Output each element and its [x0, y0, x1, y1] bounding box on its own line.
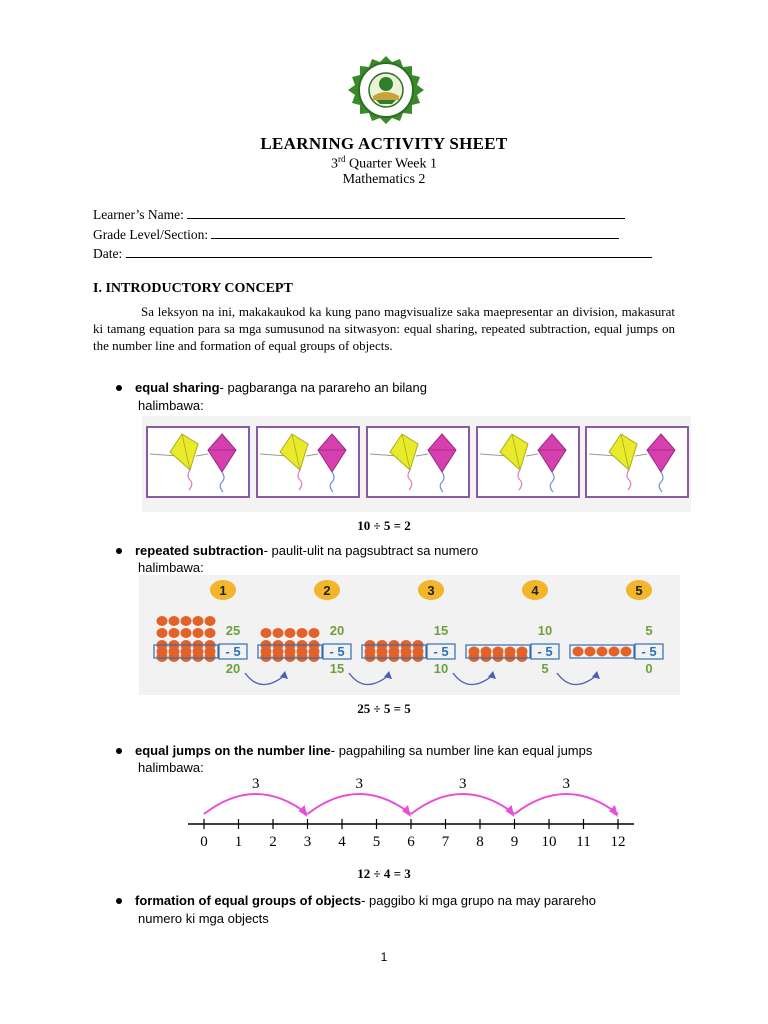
jump-arc — [515, 794, 619, 814]
kite-pink-icon — [318, 434, 346, 472]
start-value: 25 — [225, 623, 241, 638]
jump-label: 3 — [252, 776, 260, 792]
counter-icon — [205, 647, 216, 657]
counter-icon — [261, 628, 272, 638]
tick-label: 5 — [372, 834, 381, 850]
grade-section-field[interactable] — [93, 226, 619, 243]
counter-icon — [505, 647, 516, 657]
arrow-icon — [557, 673, 597, 685]
kite-tail — [550, 472, 554, 492]
tick-label: 4 — [338, 834, 346, 850]
kite-box — [146, 426, 250, 498]
desc: - paulit-ulit na pagsubtract sa numero — [263, 543, 479, 558]
tick-label: 10 — [541, 834, 557, 850]
minus-five: - 5 — [225, 644, 241, 659]
kite-pink-icon — [647, 434, 675, 472]
kite-string — [306, 454, 318, 456]
kite-tail — [440, 472, 444, 492]
subtraction-figure — [139, 575, 680, 695]
counter-icon — [469, 647, 480, 657]
result-value: 10 — [433, 661, 449, 676]
jump-label: 3 — [562, 776, 570, 792]
kite-box — [256, 426, 360, 498]
learner-name-field[interactable] — [93, 206, 625, 223]
counter-icon — [585, 647, 596, 657]
counter-icon — [193, 628, 204, 638]
counter-icon — [377, 647, 388, 657]
desc: - paggibo ki mga grupo na may parareho — [361, 893, 596, 908]
counter-icon — [389, 647, 400, 657]
arrow-icon — [245, 673, 285, 685]
jump-arrowhead-icon — [402, 805, 411, 817]
kite-yellow-icon — [609, 434, 637, 470]
kite-string — [526, 454, 538, 456]
equation-3: 12 ÷ 4 = 3 — [357, 866, 411, 881]
bullet-dot — [116, 748, 122, 754]
counter-icon — [365, 647, 376, 657]
counter-icon — [273, 628, 284, 638]
date-field[interactable] — [93, 245, 652, 262]
counter-icon — [493, 647, 504, 657]
counter-icon — [621, 647, 632, 657]
kite-tail — [518, 470, 522, 490]
counter-icon — [169, 647, 180, 657]
bullet-dot — [116, 385, 122, 391]
start-value: 20 — [329, 623, 345, 638]
counter-icon — [573, 647, 584, 657]
term: formation of equal groups of objects — [135, 893, 362, 908]
kite-tail — [188, 470, 192, 490]
kite-box — [476, 426, 580, 498]
kite-tail — [659, 472, 663, 492]
tick-label: 8 — [476, 834, 484, 850]
kite-box — [366, 426, 470, 498]
counter-icon — [597, 647, 608, 657]
counter-icon — [181, 616, 192, 626]
desc: - pagpahiling sa number line kan equal jumps — [330, 743, 593, 758]
kite-pink-icon — [428, 434, 456, 472]
step-number: 1 — [219, 583, 227, 598]
counter-icon — [481, 647, 492, 657]
intro-text: Sa leksyon na ini, makakaukod ka kung pano magvisualize saka maepresentar an division, makasurat ki tamang equation para sa mga sumusunod na sitwasyon: equal sharing, repeated subtraction, equal jumps on the number line and formation of equal groups of objects. — [93, 304, 675, 354]
counter-icon — [297, 628, 308, 638]
tick-label: 12 — [610, 834, 626, 850]
jump-label: 3 — [459, 776, 467, 792]
tick-label: 9 — [510, 834, 519, 850]
term: equal jumps on the number line — [135, 743, 331, 758]
page-title: LEARNING ACTIVITY SHEET — [260, 134, 508, 153]
bullet-dot — [116, 548, 122, 554]
kite-string — [196, 454, 208, 456]
jump-arc — [411, 794, 515, 814]
quarter-sup: rd — [337, 154, 346, 164]
counter-icon — [309, 628, 320, 638]
start-value: 5 — [645, 623, 653, 638]
quarter-line — [0, 154, 768, 173]
kite-yellow-icon — [170, 434, 198, 470]
minus-five: - 5 — [329, 644, 345, 659]
page-number: 1 — [380, 950, 388, 964]
kite-box — [585, 426, 689, 498]
arrow-icon — [453, 673, 493, 685]
minus-five: - 5 — [433, 644, 449, 659]
counter-icon — [205, 616, 216, 626]
bullet-equal-jumps — [93, 743, 592, 759]
term: equal sharing — [135, 380, 220, 395]
counter-icon — [157, 628, 168, 638]
grade-label: Grade Level/Section: — [93, 227, 209, 242]
intro-paragraph — [93, 303, 675, 355]
tick-label: 7 — [441, 834, 450, 850]
step-number: 3 — [427, 583, 435, 598]
tick-label: 11 — [576, 834, 591, 850]
number-line-figure — [186, 772, 636, 852]
counter-icon — [517, 647, 528, 657]
result-value: 5 — [541, 661, 549, 676]
counter-icon — [285, 628, 296, 638]
kite-string — [635, 454, 647, 456]
result-value: 0 — [645, 661, 653, 676]
kite-tail — [220, 472, 224, 492]
bullet-dot — [116, 898, 122, 904]
counter-icon — [193, 616, 204, 626]
start-value: 15 — [433, 623, 449, 638]
section-heading: I. INTRODUCTORY CONCEPT — [93, 281, 293, 296]
kite-string — [416, 454, 428, 456]
counter-icon — [181, 647, 192, 657]
minus-five: - 5 — [537, 644, 553, 659]
step-number: 4 — [531, 583, 539, 598]
bullet-repeated-subtraction — [93, 543, 478, 559]
jump-arrowhead-icon — [609, 805, 618, 817]
result-value: 20 — [225, 661, 241, 676]
counter-icon — [413, 647, 424, 657]
kite-yellow-icon — [500, 434, 528, 470]
counter-icon — [157, 647, 168, 657]
date-label: Date: — [93, 246, 123, 261]
desc-continued: numero ki mga objects — [138, 911, 269, 926]
kite-pink-icon — [538, 434, 566, 472]
step-number: 5 — [635, 583, 643, 598]
example-label: halimbawa: — [138, 398, 204, 413]
desc: - pagbaranga na parareho an bilang — [219, 380, 427, 395]
counter-icon — [169, 616, 180, 626]
quarter-rest: Quarter Week 1 — [345, 156, 438, 172]
counter-icon — [181, 628, 192, 638]
counter-icon — [401, 647, 412, 657]
bullet-equal-sharing — [93, 380, 427, 396]
counter-icon — [193, 647, 204, 657]
result-value: 15 — [329, 661, 345, 676]
counter-icon — [297, 647, 308, 657]
equation-2: 25 ÷ 5 = 5 — [357, 701, 411, 716]
equation-1: 10 ÷ 5 = 2 — [357, 518, 411, 533]
kite-tail — [627, 470, 631, 490]
quarter-num: 3 — [330, 156, 338, 172]
counter-icon — [157, 616, 168, 626]
kite-pink-icon — [208, 434, 236, 472]
counter-icon — [205, 628, 216, 638]
tick-label: 1 — [234, 834, 243, 850]
tick-label: 2 — [269, 834, 277, 850]
jump-arrowhead-icon — [506, 805, 515, 817]
counter-icon — [609, 647, 620, 657]
subject: Mathematics 2 — [342, 172, 426, 187]
counter-icon — [285, 647, 296, 657]
example-label: halimbawa: — [138, 560, 204, 575]
counter-icon — [261, 647, 272, 657]
kite-tail — [298, 470, 302, 490]
step-number: 2 — [323, 583, 331, 598]
bullet-equal-groups — [93, 893, 596, 909]
name-label: Learner’s Name: — [93, 207, 184, 222]
counter-icon — [273, 647, 284, 657]
term: repeated subtraction — [135, 543, 264, 558]
minus-five: - 5 — [641, 644, 657, 659]
tick-label: 6 — [407, 834, 415, 850]
counter-icon — [169, 628, 180, 638]
jump-arc — [308, 794, 412, 814]
school-seal — [340, 54, 432, 130]
jump-label: 3 — [355, 776, 363, 792]
kite-tail — [330, 472, 334, 492]
tick-label: 3 — [303, 834, 312, 850]
start-value: 10 — [537, 623, 553, 638]
jump-arc — [204, 794, 308, 814]
counter-icon — [309, 647, 320, 657]
kite-tail — [408, 470, 412, 490]
jump-arrowhead-icon — [299, 805, 308, 817]
kite-yellow-icon — [390, 434, 418, 470]
arrow-icon — [349, 673, 389, 685]
example-label: halimbawa: — [138, 760, 204, 775]
tick-label: 0 — [200, 834, 208, 850]
kite-yellow-icon — [280, 434, 308, 470]
